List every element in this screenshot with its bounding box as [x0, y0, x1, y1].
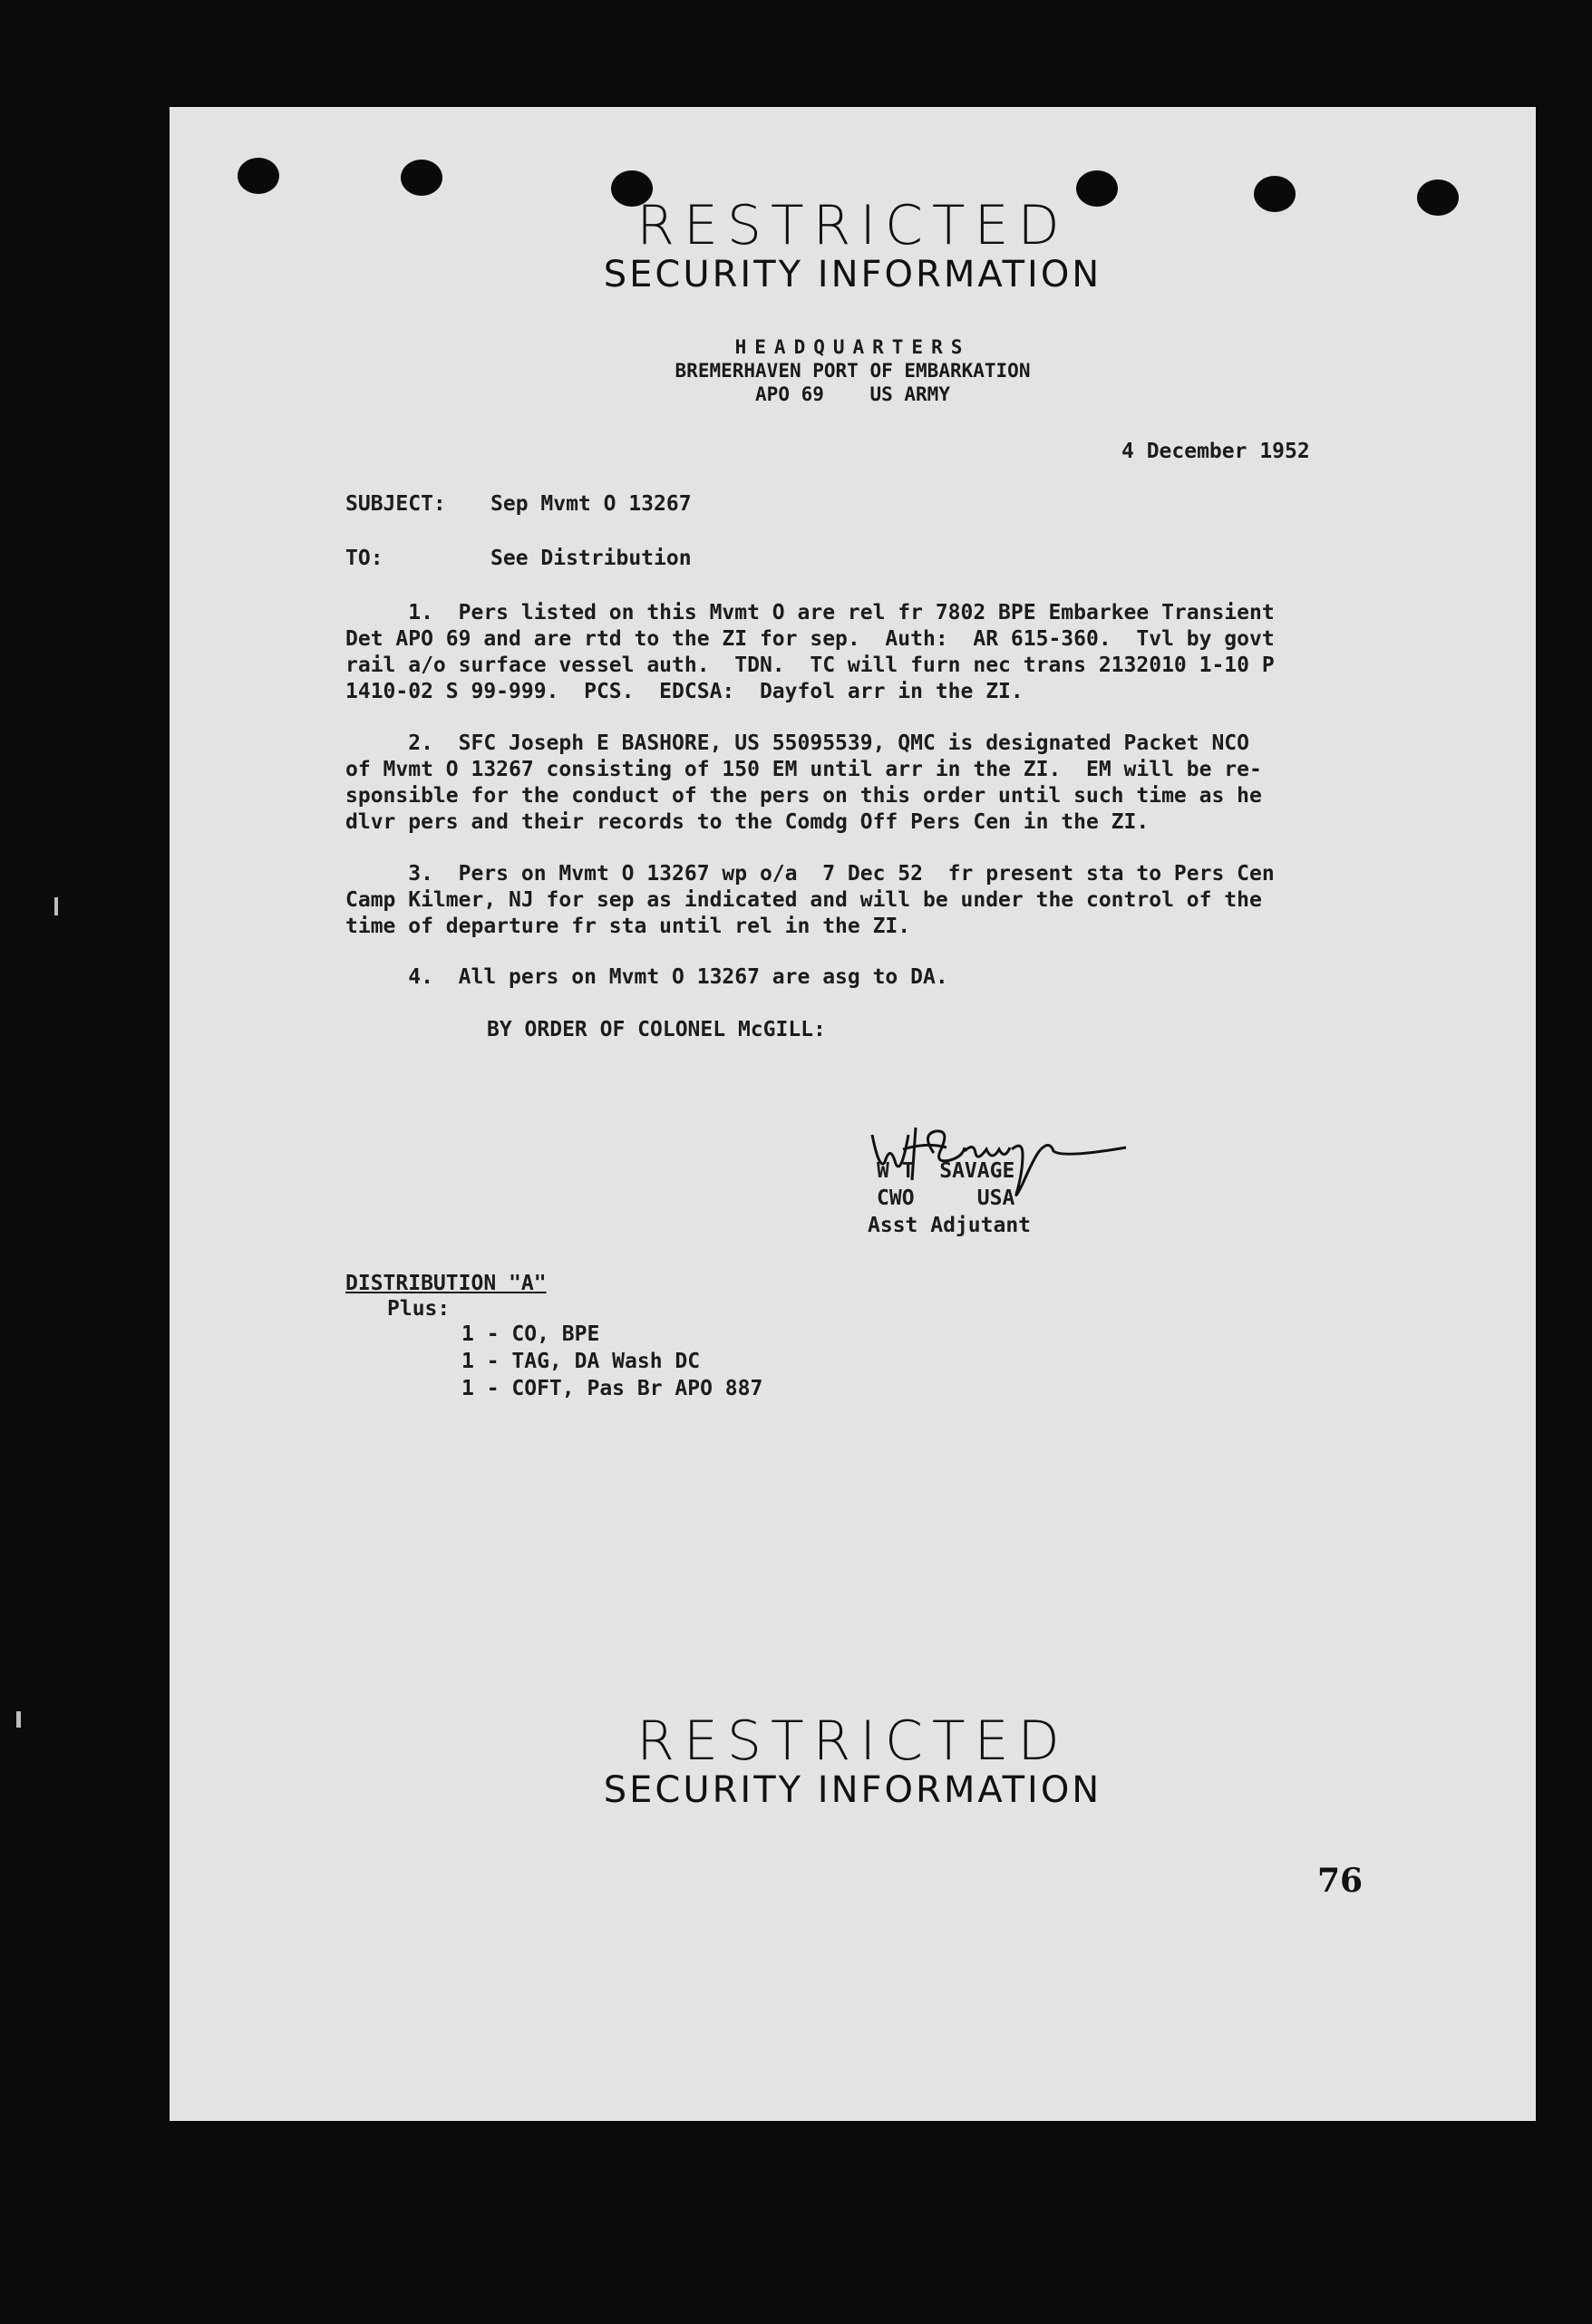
page-number: 76 [1317, 1862, 1364, 1900]
restricted-stamp-top [170, 194, 1536, 295]
letterhead [170, 335, 1536, 406]
punch-hole [238, 158, 279, 194]
restricted-stamp-bottom [170, 1709, 1536, 1811]
stamp-line-security: SECURITY INFORMATION [603, 254, 1102, 295]
paragraph-2: 2. SFC Joseph E BASHORE, US 55095539, QMC is designated Packet NCO of Mvmt O 13267 consisting of 150 EM until arr in the ZI. EM will be re- sponsible for the conduct of the pers on this order until such time as he dlvr pers and their records to the Comdg Off Pers Cen in the ZI. [345, 731, 1262, 834]
distribution-item: 1 - TAG, DA Wash DC [461, 1350, 701, 1373]
signature-rank: CWO USA [877, 1186, 1015, 1210]
signature-title: Asst Adjutant [868, 1214, 1032, 1237]
letterhead-headquarters: HEADQUARTERS [734, 336, 971, 358]
stamp-line-security: SECURITY INFORMATION [603, 1769, 1102, 1811]
paragraph-3: 3. Pers on Mvmt O 13267 wp o/a 7 Dec 52 fr present sta to Pers Cen Camp Kilmer, NJ for sep as indicated and will be under the control of the time of departure fr sta until rel in the ZI. [345, 862, 1275, 938]
scan-artifact [54, 897, 58, 915]
stamp-line-restricted: RESTRICTED [636, 1709, 1069, 1773]
by-order-line: BY ORDER OF COLONEL McGILL: [487, 1018, 826, 1041]
to-value: See Distribution [490, 547, 692, 570]
distribution-plus: Plus: [387, 1297, 451, 1321]
punch-hole [401, 160, 442, 196]
distribution-heading: DISTRIBUTION "A" [345, 1272, 547, 1295]
subject-label: SUBJECT: [345, 492, 446, 516]
stamp-line-restricted: RESTRICTED [636, 194, 1069, 257]
distribution-item: 1 - CO, BPE [461, 1322, 600, 1346]
to-label: TO: [345, 547, 383, 570]
subject-value: Sep Mvmt O 13267 [490, 492, 692, 516]
document-page [170, 107, 1536, 2121]
signature-name: W T SAVAGE [877, 1159, 1015, 1183]
paragraph-4: 4. All pers on Mvmt O 13267 are asg to DA. [345, 965, 948, 989]
document-date: 4 December 1952 [1121, 440, 1310, 463]
paragraph-1: 1. Pers listed on this Mvmt O are rel fr 7802 BPE Embarkee Transient Det APO 69 and are rtd to the ZI for sep. Auth: AR 615-360. Tvl by govt rail a/o surface vessel auth. TDN. TC will furn nec trans 2132010 1-10 P 1410-02 S 99-999. PCS. EDCSA: Dayfol arr in the ZI. [345, 601, 1275, 703]
distribution-item: 1 - COFT, Pas Br APO 887 [461, 1377, 763, 1400]
letterhead-unit: BREMERHAVEN PORT OF EMBARKATION [675, 360, 1031, 382]
letterhead-apo: APO 69 US ARMY [755, 383, 950, 405]
scan-artifact [16, 1711, 21, 1728]
